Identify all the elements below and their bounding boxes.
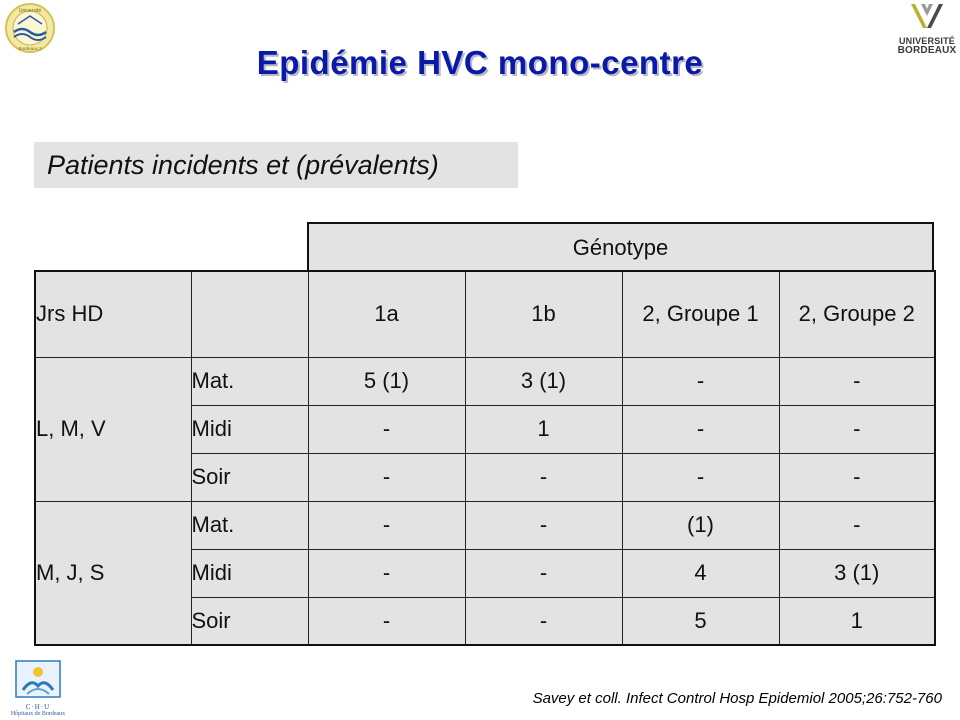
value-cell: - (622, 405, 779, 453)
value-cell: - (622, 453, 779, 501)
header-col-label: 2, Groupe 1 (642, 301, 759, 327)
citation-text: Savey et coll. Infect Control Hosp Epidemiol 2005;26:752-760 (532, 690, 942, 707)
value-cell: - (779, 501, 935, 549)
header-col-2-groupe-2 (779, 271, 935, 357)
header-row-label: Jrs HD (35, 271, 191, 357)
value-cell: - (308, 405, 465, 453)
period-cell: Mat. (191, 357, 308, 405)
right-logo-line1: UNIVERSITÉ (898, 36, 955, 46)
header-blank-cell (191, 271, 308, 357)
group-label: L, M, V (35, 357, 191, 501)
chu-logo-icon (8, 660, 68, 718)
value-cell: - (779, 453, 935, 501)
value-cell: 1 (779, 597, 935, 645)
period-cell: Soir (191, 453, 308, 501)
right-logo-line2: BORDEAUX (897, 45, 957, 56)
value-cell: - (308, 549, 465, 597)
svg-text:Bordeaux 2: Bordeaux 2 (18, 46, 42, 51)
header-col-2-groupe-1 (622, 271, 779, 357)
period-cell: Midi (191, 405, 308, 453)
header-col-label: 2, Groupe 2 (798, 301, 915, 327)
table-header-row (35, 271, 935, 357)
value-cell: - (308, 597, 465, 645)
value-cell: - (622, 357, 779, 405)
value-cell: - (779, 405, 935, 453)
value-cell: - (465, 549, 622, 597)
value-cell: (1) (622, 501, 779, 549)
group-label: M, J, S (35, 501, 191, 645)
header-col-label: 1b (531, 301, 556, 327)
value-cell: - (308, 453, 465, 501)
genotype-table (34, 270, 936, 646)
value-cell: - (308, 501, 465, 549)
header-col-label: 1a (374, 301, 399, 327)
value-cell: 1 (465, 405, 622, 453)
value-cell: 5 (622, 597, 779, 645)
table-row (35, 357, 935, 405)
chu-logo-line2: Hôpitaux de Bordeaux (10, 711, 66, 717)
value-cell: - (779, 357, 935, 405)
svg-text:Université: Université (18, 8, 42, 14)
value-cell: - (465, 597, 622, 645)
value-cell: 5 (1) (308, 357, 465, 405)
value-cell: - (465, 501, 622, 549)
period-cell: Mat. (191, 501, 308, 549)
chu-logo-line1: C·H·U (25, 703, 51, 711)
value-cell: 4 (622, 549, 779, 597)
subtitle-box: Patients incidents et (prévalents) (34, 142, 518, 188)
value-cell: - (465, 453, 622, 501)
genotype-group-header: Génotype (307, 222, 934, 271)
header-col-1b (465, 271, 622, 357)
header-col-1a (308, 271, 465, 357)
page-title: Epidémie HVC mono-centre (256, 44, 704, 81)
value-cell: 3 (1) (465, 357, 622, 405)
table-row (35, 501, 935, 549)
period-cell: Soir (191, 597, 308, 645)
value-cell: 3 (1) (779, 549, 935, 597)
period-cell: Midi (191, 549, 308, 597)
